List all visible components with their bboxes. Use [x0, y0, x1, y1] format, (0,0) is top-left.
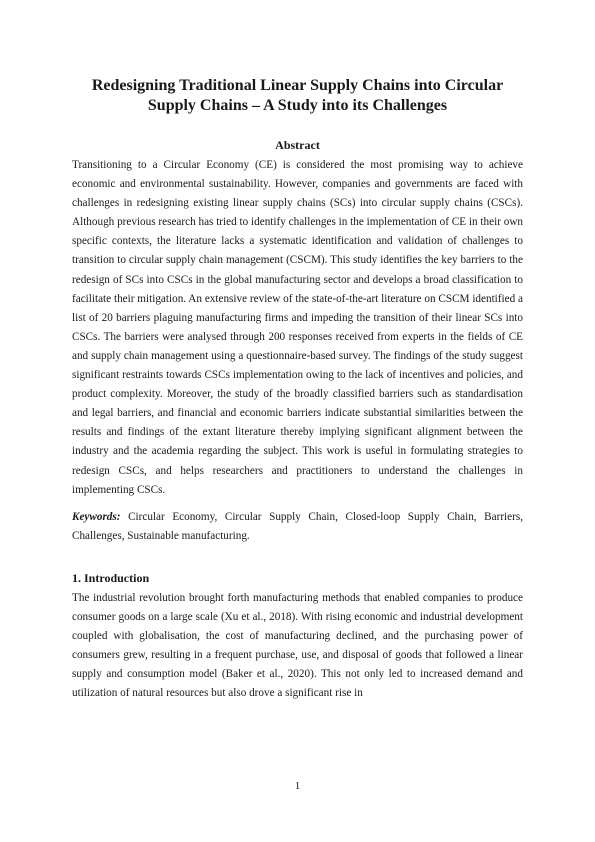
keywords-label: Keywords: [72, 510, 121, 523]
keywords-paragraph [72, 508, 523, 546]
page-number: 1 [294, 780, 301, 792]
section-heading-introduction: 1. Introduction [72, 570, 150, 585]
introduction-text: The industrial revolution brought forth manufacturing methods that enabled companies to produce consumer goods on a large scale (Xu et al., 2018). With rising economic and industrial development coupled with globalisation, the cost of manufacturing declined, and the purchasing power of consumers grew, resulting in a frequent purchase, use, and disposal of goods that followed a linear supply and consumption model (Baker et al., 2020). This not only led to increased demand and utilization of natural resources but also drove a significant rise in [72, 591, 523, 700]
abstract-text: Transitioning to a Circular Economy (CE) is considered the most promising way to achieve economic and environmental sustainability. However, companies and governments are faced with challenges in redesigning existing linear supply chains (SCs) into circular supply chains (CSCs). Although previous research has tried to identify challenges in the implementation of CE in their own specific contexts, the literature lacks a systematic identification and validation of challenges to transition to circular supply chain management (CSCM). This study identifies the key barriers to the redesign of SCs into CSCs in the global manufacturing sector and develops a broad classification to facilitate their mitigation. An extensive review of the state-of-the-art literature on CSCM identified a list of 20 barriers plaguing manufacturing firms and impeding the transition of their linear SCs into CSCs. The barriers were analysed through 200 responses received from experts in the fields of CE and supply chain management using a questionnaire-based survey. The findings of the study suggest significant restraints towards CSCs implementation owing to the lack of incentives and policies, and product complexity. Moreover, the study of the broadly classified barriers such as standardisation and legal barriers, and financial and economic barriers indicate substantial similarities between the results and findings of the extant literature thereby implying significant alignment between the industry and the academia regarding the subject. This work is useful in formulating strategies to redesign CSCs, and helps researchers and practitioners to understand the challenges in implementing CSCs. [72, 159, 523, 496]
paper-title: Redesigning Traditional Linear Supply Chains into Circular Supply Chains – A Study into its Challenges [91, 77, 504, 114]
abstract-heading: Abstract [275, 138, 320, 152]
keywords-text: Circular Economy, Circular Supply Chain, Closed-loop Supply Chain, Barriers, Challenges, Sustainable manufacturing. [72, 510, 523, 542]
